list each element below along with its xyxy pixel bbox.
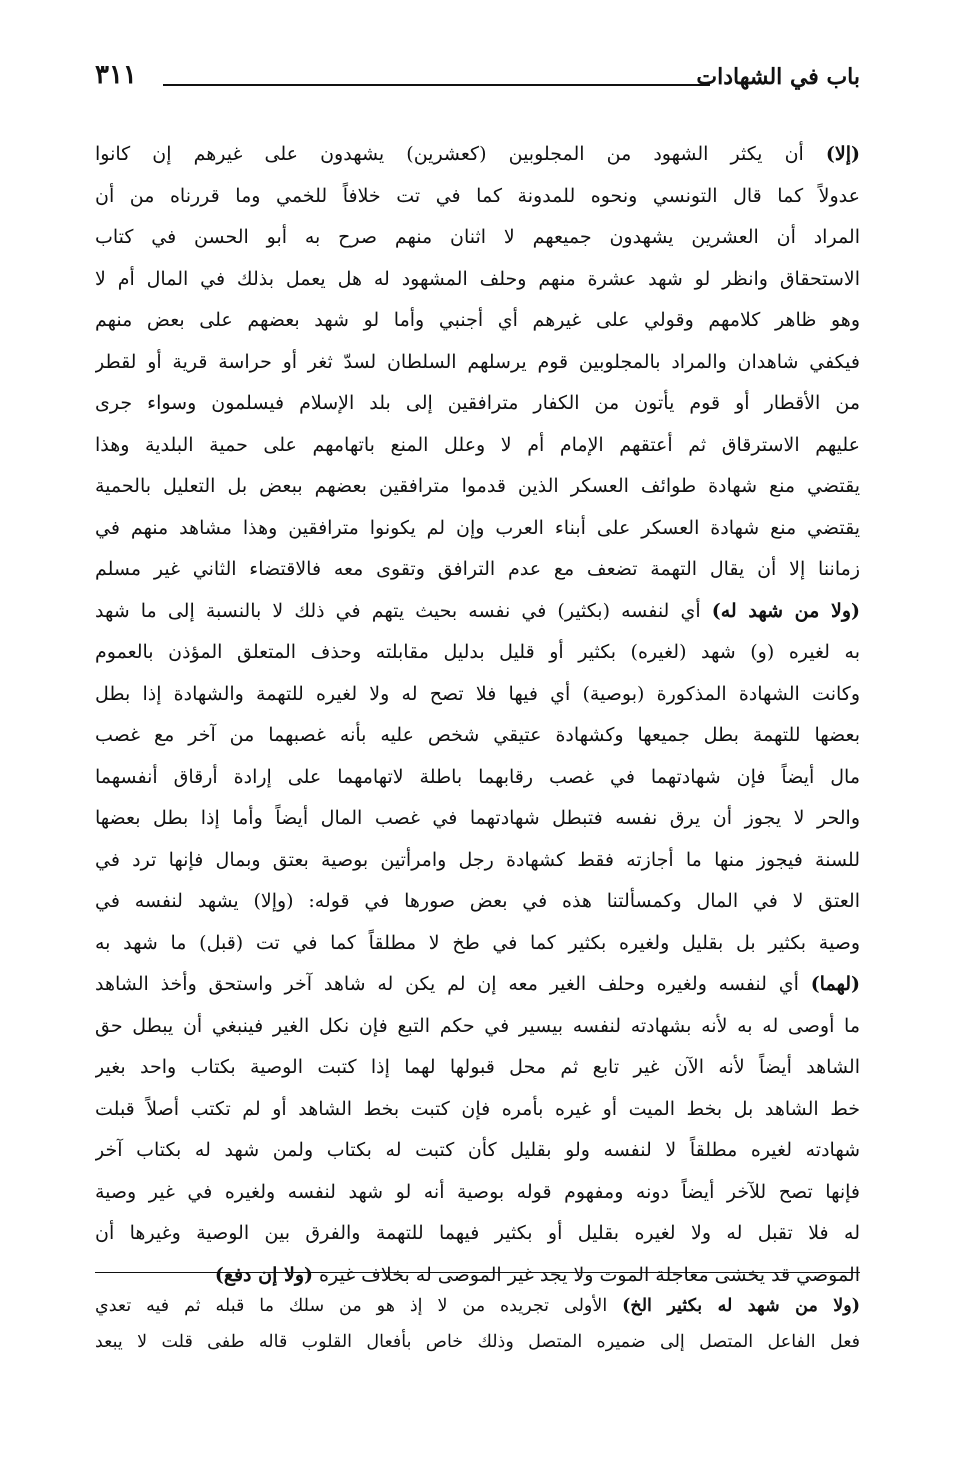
text-line [95,632,860,674]
text-line [95,798,860,840]
bold-lemma: (إلا) [825,143,860,165]
bold-lemma: (ولا من شهد له) [711,599,860,622]
text-run: بعضها للتهمة بطل جميعها وكشهادة عتيقي شخص عليه بأنه غصبهما من آخر مع غصب [95,724,860,746]
chapter-title: باب في الشهادات [696,64,860,90]
text-line [95,1006,860,1048]
main-text [95,134,860,1296]
text-run: أي لنفسه ولغيره وحلف الغير معه إن لم يكن له شاهد آخر واستحق وأخذ الشاهد [95,973,811,995]
footnotes [95,1288,860,1360]
text-line [95,1047,860,1089]
text-run: عدولاً كما قال التونسي ونحوه للمدونة كما في تت خلافاً للخمي وما قررناه من أن [95,184,860,207]
running-header [95,60,860,104]
text-run: وهو ظاهر كلامهم وقولي على غيرهم أي أجنبي وأما لو شهد بعضهم على بعض منهم [95,309,860,331]
text-line [95,715,860,757]
text-run: مال أيضاً فإن شهادتهما في غصب رقابهما باطلة لاتهامهما على إرادة أرقاق أنفسهما [95,765,860,788]
text-run: وصية بكثير بل بقليل ولغيره بكثير كما في طخ لا مطلقاً كما في تت (قبل) ما شهد به [95,931,860,954]
page-number: ٣١١ [95,60,137,90]
text-line [95,425,860,467]
text-run: ما أوصى له به لأنه بشهادته لنفسه بيسير في حكم التبع فإن نكل الغير فينبغي أن يبطل حق [95,1014,860,1037]
text-line [95,757,860,799]
text-line [95,259,860,301]
text-line [95,508,860,550]
text-line [95,549,860,591]
text-run: خط الشاهد بل بخط الميت أو غيره بأمره فإن كتبت بخط الشاهد أو لم تكتب أصلاً قبلت [95,1097,860,1120]
text-run: شهادته لغيره مطلقاً لا لنفسه ولو بقليل كأن كتبت له بكتاب ولمن شهد له بكتاب آخر [95,1139,860,1161]
text-run: الاستحقاق وانظر لو شهد عشرة منهم وحلف المشهود له هل يعمل بذلك في المال أم لا [95,267,860,290]
text-line [95,1172,860,1214]
text-run: به لغيره (و) شهد (لغيره) بكثير أو قليل بدليل مقابلته وحذف المتعلق المؤذن بالعموم [95,641,860,663]
text-run: المراد أن العشرين يشهدون جميعهم لا اثنان منهم صرح به أبو الحسن في كتاب [95,226,860,248]
text-line [95,1130,860,1172]
bold-lemma: (ولا إن دفع) [214,1263,313,1286]
footnote-separator [95,1272,860,1273]
text-run: والحر لا يجوز أن يرق نفسه فتبطل شهادتهما في غصب المال أيضاً وأما إذا بطل بعضها [95,807,860,829]
text-line [95,1213,860,1255]
text-run: فيكفي شاهدان والمراد بالمجلوبين قوم يرسلهم السلطان لسدّ ثغر أو حراسة قرية أو لقطر [95,350,860,373]
text-run: من الأقطار أو قوم يأتون من الكفار مترافقين إلى بلد الإسلام فيسلمون وسواء جرى [95,392,860,414]
text-run: زماننا إلا أن يقال التهمة تضعف مع عدم الترافق وتقوى معه فالاقتضاء الثاني غير مسلم [95,558,860,580]
text-line [95,466,860,508]
text-run: فإنها تصح للآخر أيضاً دونه ومفهوم قوله بوصية أنه لو شهد لنفسه ولغيره في غير وصية [95,1180,860,1203]
text-run: للسنة فيجوز منها ما أجازته فقط كشهادة رجل وامرأتين بوصية بعتق وبمال فإنها ترد في [95,848,860,871]
footnote-line [95,1324,860,1360]
text-line [95,881,860,923]
text-line [95,591,860,633]
bold-lemma: (ولا من شهد له بكثير الخ) [622,1296,860,1316]
text-run: الموصي قد يخشى معاجلة الموت ولا يجد غير الموصى له بخلاف غيره [312,1263,860,1286]
text-run: أي لنفسه (بكثير) في نفسه بحيث يتهم في ذلك لا بالنسبة إلى ما شهد [95,599,712,622]
text-run: فعل الفاعل المتصل إلى ضميره المتصل وذلك خاص بأفعال القلوب قاله طفى قلت لا يبعد [95,1332,860,1352]
text-run: عليهم الاسترقاق ثم أعتقهم الإمام أم لا وعلل المنع باتهامهم على حمية البلدية وهذا [95,433,860,456]
text-line [95,840,860,882]
text-line [95,964,860,1006]
text-run: يقتضي منع شهادة العسكر على أبناء العرب وإن لم يكونوا مترافقين وهذا مشاهد منهم في [95,516,860,539]
text-line [95,300,860,342]
header-rule [163,84,710,86]
bold-lemma: (لهما) [810,973,860,995]
text-run: الشاهد أيضاً لأنه الآن غير تابع ثم محل قبولها لهما إذا كتبت الوصية بكتاب واحد بغير [95,1056,860,1078]
text-line [95,342,860,384]
text-run: أن يكثر الشهود من المجلوبين (كعشرين) يشهدون على غيرهم إن كانوا [95,143,826,165]
text-run: يقتضي منع شهادة طوائف العسكر الذين قدموا مترافقين بعضهم ببعض بل التعليل بالحمية [95,475,860,497]
text-run: له فلا تقبل له ولا لغيره بقليل أو بكثير فيهما للتهمة والفرق بين الوصية وغيرها أن [95,1222,860,1244]
text-run: العتق لا في المال وكمسألتنا هذه في بعض صورها في قوله: (وإلا) يشهد لنفسه في [95,890,860,912]
text-run: الأولى تجريده من لا إذ هو من سلك ما قبله ثم فيه تعدي [95,1296,623,1316]
text-line [95,217,860,259]
footnote-line [95,1288,860,1324]
text-run: وكانت الشهادة المذكورة (بوصية) أي فيها فلا تصح له ولا لغيره للتهمة والشهادة إذا بطل [95,682,860,705]
text-line [95,176,860,218]
text-line [95,134,860,176]
text-line [95,923,860,965]
text-line [95,1089,860,1131]
text-line [95,383,860,425]
text-line [95,674,860,716]
